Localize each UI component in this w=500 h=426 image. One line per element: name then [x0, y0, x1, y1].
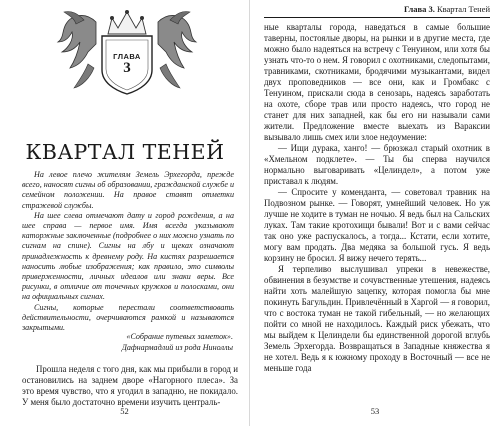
header-rule — [264, 17, 490, 18]
epigraph-source: «Собрание путевых заметок». — [126, 332, 233, 341]
body-paragraph: Прошла неделя с того дня, как мы прибыли в город и остановились на заднем дворе «Нагорного плеса». За это время чувство, что я угодил в западню, не покидало. У меня было достаточно времени изучить централь- — [22, 364, 238, 407]
body-paragraph: — Спросите у коменданта, — советовал травник на Подвозном рынке. — Говорят, умнейший человек. Но уж лучше не ходите в туман не ночью. Я ведь был на Сальских луках. Там такие кротохищи бывали! Вот и с вами сейчас так оно уже распускалось, а тогда... Кстати, если хотите, могу вам продать. Два медяка за большой гусь. Я ведь корзину не бросил. Я вижу нечего терять... — [264, 187, 490, 263]
right-page — [250, 0, 500, 426]
running-head-chapter: Глава 3. — [404, 4, 435, 14]
running-head-title: Квартал Теней — [436, 4, 490, 14]
running-head — [404, 4, 490, 14]
epigraph-author: Дафнармадлий из рода Ниноллы — [121, 343, 233, 352]
body-text — [264, 22, 490, 374]
body-paragraph: Я терпеливо выслушивал упреки в невежестве, обвинения в безумстве и сочувственные утешения, надеясь найти хоть малейшую зацепку, которая помогла бы мне покинуть Багульдин. Привлечённый в Харгой — я говорил, что с востока туман не такой гибельный, — но желающих пойти со мной не находилось. Каждый риск убежать, что мы выйдем к Целиндели бы единственной дорогой вглубь Земель Эрхегорда. Возвращаться в Западные княжества я не хотел. Ведь я к южному проходу в Восточный — все не меньше года — [264, 264, 490, 373]
chapter-number: 3 — [123, 60, 131, 76]
page-number: 53 — [370, 406, 380, 416]
epigraph-paragraph: Сигны, которые перестали соответствовать действительности, очерчиваются рамкой и называются закрытыми. — [22, 302, 234, 333]
chapter-title: КВАРТАЛ ТЕНЕЙ — [25, 140, 225, 164]
body-text — [22, 364, 238, 408]
page-number: 52 — [120, 406, 129, 416]
chapter-emblem — [48, 4, 206, 96]
body-paragraph: ные кварталы города, наведаться в самые большие таверны, постоялые дворы, на рынки и в другие места, где можно было надеяться на встречу с Тенуином, или хотя бы узнать что-то о нем. Я говорил с охотниками, следопытами, травниками, скотниками, бродячими музыкантами, видел двух проповедников — все они, как и Громбакс с Тенуином, прискали сюда в сенозарь, надеясь заработать на охоте, сборе трав или просто надеясь, что город не станет для них западней, как бы его ни называли сами жители. Предложение вместе выехать из Вараксии вызывало лишь смех или злое недоумение: — [264, 22, 490, 142]
chapter-label: ГЛАВА — [113, 52, 141, 61]
epigraph-paragraph: На левое плечо жителям Земель Эрхегорда, прежде всего, наносят сигны об образовании, гражданской службе и семейном положении. На правое ставят отметки стражевой службы. — [22, 170, 234, 210]
epigraph-paragraph: На шее слева отмечают дату и город рождения, а на шее справа — первое имя. Имя всегда указывают каторжные заключенные (подробнее о них можно узнать по сигнам на спине). Сигны на лбу и щеках означают принадлежность к древнему роду. На кистях разрешается наносить любые изображения; как правило, это символы приверженности, личных идеалов или знаки веры. Все рисунки, в отличие от точечных кружков и полосками, они на официальных сигнах. — [22, 210, 234, 302]
epigraph — [22, 170, 234, 333]
body-paragraph: — Ищи дурака, ханго! — брюзжал старый охотник в «Хмельном подклете». — Ты бы сперва научился нормально выговаривать «Целиндел», а потом уже приставал к людям. — [264, 143, 490, 186]
dragon-shield-emblem-icon — [48, 4, 206, 96]
